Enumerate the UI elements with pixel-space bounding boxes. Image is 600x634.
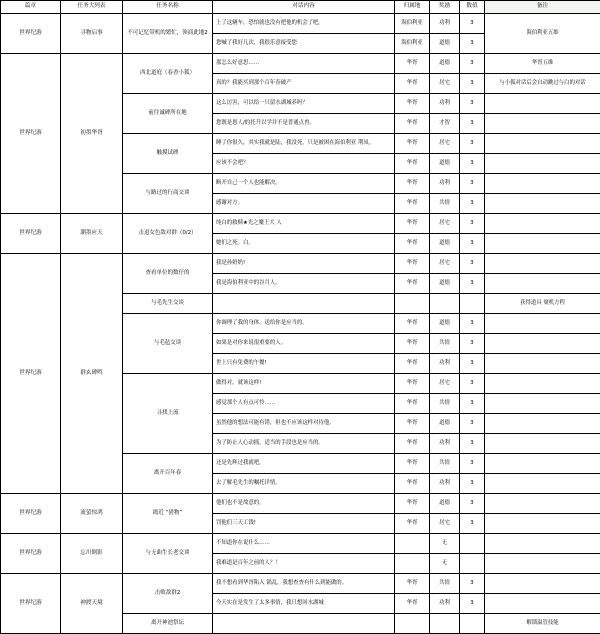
cell-value: 3 xyxy=(460,434,485,454)
cell-reward: 无 xyxy=(430,534,460,554)
table-row xyxy=(1,214,600,234)
cell-task: 寻找上流 xyxy=(123,374,213,454)
cell-dialog: 你调理了我的身体，送给你是应当的。 xyxy=(213,314,395,334)
cell-note xyxy=(485,114,600,134)
cell-value: 3 xyxy=(460,214,485,234)
cell-region: 华胥 xyxy=(395,134,430,154)
cell-task: 前往诚碑所在地 xyxy=(123,94,213,134)
cell-region: 华胥 xyxy=(395,234,430,254)
cell-task: 击退女色敌对群（0/2） xyxy=(123,214,213,254)
cell-note xyxy=(485,214,600,234)
cell-note xyxy=(485,354,600,374)
cell-reward: 才智 xyxy=(430,114,460,134)
cell-value: 3 xyxy=(460,574,485,594)
cell-task: 与毛先生交谈 xyxy=(123,294,213,314)
column-header-task: 任务名称 xyxy=(123,1,213,14)
cell-dialog: 那怎么好意思…… xyxy=(213,54,395,74)
cell-reward: 道德 xyxy=(430,154,460,174)
cell-value: 3 xyxy=(460,54,485,74)
cell-group: 神渡天境 xyxy=(61,574,123,634)
cell-region: 华胥 xyxy=(395,414,430,434)
cell-chapter: 世界纪游 xyxy=(1,494,61,534)
cell-region: 华胥 xyxy=(395,74,430,94)
cell-region: 华胥 xyxy=(395,254,430,274)
column-header-chapter: 篇章 xyxy=(1,1,61,14)
cell-chapter: 世界纪游 xyxy=(1,574,61,634)
cell-value: 3 xyxy=(460,194,485,214)
cell-note xyxy=(485,454,600,474)
cell-value: 3 xyxy=(460,494,485,514)
header-row xyxy=(1,1,600,14)
cell-reward: 共情 xyxy=(430,194,460,214)
cell-region: 华胥 xyxy=(395,494,430,514)
cell-value: 3 xyxy=(460,234,485,254)
column-header-region: 归属地 xyxy=(395,1,430,14)
cell-value: 3 xyxy=(460,594,485,614)
cell-reward: 共情 xyxy=(430,454,460,474)
cell-reward: 功利 xyxy=(430,474,460,494)
cell-region xyxy=(395,614,430,634)
cell-task: 触摸试碑 xyxy=(123,134,213,174)
cell-region: 华胥 xyxy=(395,214,430,234)
cell-region: 华胥 xyxy=(395,54,430,74)
cell-region: 华胥 xyxy=(395,174,430,194)
cell-dialog: 您既是恩人/的托升以学并不是普通点兽。 xyxy=(213,114,395,134)
cell-reward: 功利 xyxy=(430,594,460,614)
cell-reward: 道德 xyxy=(430,494,460,514)
cell-value: 3 xyxy=(460,114,485,134)
cell-region xyxy=(395,554,430,574)
cell-note: 获得道具 窠机方程 xyxy=(485,294,600,314)
cell-region: 华胥 xyxy=(395,394,430,414)
cell-value: 3 xyxy=(460,174,485,194)
cell-region: 海伯利亚 xyxy=(395,14,430,34)
cell-reward: 居宅 xyxy=(430,214,460,234)
cell-task: 西北道庭（春香小狐） xyxy=(123,54,213,94)
cell-region: 华胥 xyxy=(395,354,430,374)
table-row xyxy=(1,54,600,74)
cell-note xyxy=(485,594,600,614)
cell-reward: 功利 xyxy=(430,434,460,454)
cell-group: 寻物启事 xyxy=(61,14,123,54)
cell-note xyxy=(485,234,600,254)
cell-note xyxy=(485,474,600,494)
cell-region: 海伯利亚 xyxy=(395,34,430,54)
cell-note xyxy=(485,274,600,294)
cell-task: 与无曲生长老交谈 xyxy=(123,534,213,574)
cell-value: 3 xyxy=(460,254,485,274)
cell-value: 3 xyxy=(460,414,485,434)
cell-region: 华胥 xyxy=(395,374,430,394)
cell-reward: 道德 xyxy=(430,274,460,294)
cell-reward: 功利 xyxy=(430,354,460,374)
cell-note xyxy=(485,134,600,154)
cell-note xyxy=(485,174,600,194)
cell-note: 海伯利亚五维 xyxy=(485,14,600,54)
column-header-reward: 奖励 xyxy=(430,1,460,14)
table-row xyxy=(1,14,600,34)
cell-reward xyxy=(430,614,460,634)
cell-value: 3 xyxy=(460,134,485,154)
cell-dialog: 上了这辆车，恐怕就也没有把他的机会了吧。 xyxy=(213,14,395,34)
cell-reward: 共情 xyxy=(430,574,460,594)
cell-note xyxy=(485,94,600,114)
cell-dialog: 还是先辉过我就吧。 xyxy=(213,454,395,474)
cell-value xyxy=(460,534,485,554)
cell-reward: 道德 xyxy=(430,34,460,54)
cell-chapter: 世界纪游 xyxy=(1,54,61,214)
cell-group: 流萤惊鸿 xyxy=(61,494,123,534)
cell-value: 3 xyxy=(460,334,485,354)
cell-region: 华胥 xyxy=(395,334,430,354)
cell-task: 不可记忆带机的繁忙，领商此地2 xyxy=(123,14,213,54)
cell-dialog: 罚他们三天工钱! xyxy=(213,514,395,534)
cell-region: 华胥 xyxy=(395,434,430,454)
cell-note xyxy=(485,494,600,514)
cell-reward: 功利 xyxy=(430,14,460,34)
cell-value: 3 xyxy=(460,394,485,414)
cell-value: 3 xyxy=(460,274,485,294)
cell-dialog: 断开自己一个人也能解决。 xyxy=(213,174,395,194)
cell-value xyxy=(460,294,485,314)
cell-reward: 道德 xyxy=(430,54,460,74)
table-row xyxy=(1,254,600,274)
cell-task: 与路过的行商交谈 xyxy=(123,174,213,214)
column-header-value: 数值 xyxy=(460,1,485,14)
cell-reward: 居宅 xyxy=(430,254,460,274)
table-row xyxy=(1,494,600,514)
cell-value: 3 xyxy=(460,514,485,534)
cell-dialog: 为了防止人心动摇，适当的手段也是应当的。 xyxy=(213,434,395,454)
cell-dialog: 虽然他的想法可能有错，但也不应该这样对待他。 xyxy=(213,414,395,434)
cell-dialog: 感谢对方。 xyxy=(213,194,395,214)
column-header-note: 备注 xyxy=(485,1,600,14)
table-body xyxy=(1,14,600,634)
cell-note xyxy=(485,394,600,414)
cell-group: 忘川倒影 xyxy=(61,534,123,574)
cell-value: 3 xyxy=(460,94,485,114)
column-header-group: 任务大列表 xyxy=(61,1,123,14)
cell-chapter: 世界纪游 xyxy=(1,14,61,54)
cell-group: 潮墨应天 xyxy=(61,214,123,254)
cell-task: 捣近 “猎物” xyxy=(123,494,213,534)
cell-dialog: 纯白的救赎★光之魔王大 人 xyxy=(213,214,395,234)
cell-dialog: 您喊了我好几次，我很乐意接受您 xyxy=(213,34,395,54)
cell-reward xyxy=(430,294,460,314)
cell-region: 华胥 xyxy=(395,454,430,474)
cell-value xyxy=(460,554,485,574)
cell-dialog: 这么厉害，可以给一只留水湖城养吗？ xyxy=(213,94,395,114)
cell-dialog: 我难道是百年之前的人？！ xyxy=(213,554,395,574)
cell-dialog: 我是海伯利亚中的谷月人。 xyxy=(213,274,395,294)
cell-region xyxy=(395,294,430,314)
cell-reward: 居宅 xyxy=(430,134,460,154)
cell-dialog xyxy=(213,614,395,634)
cell-reward: 道德 xyxy=(430,414,460,434)
cell-region: 华胥 xyxy=(395,154,430,174)
cell-note xyxy=(485,554,600,574)
cell-region: 华胥 xyxy=(395,94,430,114)
cell-reward: 功利 xyxy=(430,94,460,114)
cell-dialog: 真的？我能买到那个百年春破产 xyxy=(213,74,395,94)
cell-note xyxy=(485,254,600,274)
table-header xyxy=(1,1,600,14)
cell-dialog: 如果是对你来说很重要的人。 xyxy=(213,334,395,354)
cell-reward: 共情 xyxy=(430,394,460,414)
cell-value: 3 xyxy=(460,154,485,174)
cell-dialog: 今天实在是发生了太多事情，我只想回水湖城 xyxy=(213,594,395,614)
cell-dialog: 感觉那个人有点可怜…… xyxy=(213,394,395,414)
cell-dialog: 我不想看到华胥陷入 锅乱，我想查查有什么到能做的。 xyxy=(213,574,395,594)
cell-task: 查看单位的数仔的 xyxy=(123,254,213,294)
cell-note xyxy=(485,414,600,434)
cell-note xyxy=(485,514,600,534)
cell-region: 华胥 xyxy=(395,594,430,614)
cell-group: 群玄碑鸣 xyxy=(61,254,123,494)
cell-note xyxy=(485,434,600,454)
cell-value: 3 xyxy=(460,34,485,54)
cell-task: 与毛毡交谈 xyxy=(123,314,213,374)
cell-reward: 道德 xyxy=(430,234,460,254)
cell-value: 3 xyxy=(460,354,485,374)
cell-value: 3 xyxy=(460,374,485,394)
cell-value: 3 xyxy=(460,454,485,474)
cell-dialog: 不知道你在说什么…… xyxy=(213,534,395,554)
table-row xyxy=(1,534,600,554)
cell-dialog: 应该不会吧？ xyxy=(213,154,395,174)
cell-dialog: 做得对，就该这样! xyxy=(213,374,395,394)
cell-dialog: 世上只有免费的午餐! xyxy=(213,354,395,374)
cell-dialog: 他们也不是故意的。 xyxy=(213,494,395,514)
cell-region: 华胥 xyxy=(395,114,430,134)
cell-task: 击败敌群2 xyxy=(123,574,213,614)
cell-region: 华胥 xyxy=(395,314,430,334)
table-row xyxy=(1,574,600,594)
cell-note xyxy=(485,534,600,554)
column-header-dialog: 对话内容 xyxy=(213,1,395,14)
cell-region: 华胥 xyxy=(395,474,430,494)
cell-task: 离开神池祭坛 xyxy=(123,614,213,634)
cell-note xyxy=(485,154,600,174)
cell-region: 华胥 xyxy=(395,514,430,534)
cell-reward: 居宅 xyxy=(430,74,460,94)
cell-reward: 功利 xyxy=(430,174,460,194)
cell-chapter: 世界纪游 xyxy=(1,214,61,254)
cell-note xyxy=(485,194,600,214)
cell-note xyxy=(485,334,600,354)
cell-task: 离开百年春 xyxy=(123,454,213,494)
cell-value: 3 xyxy=(460,74,485,94)
cell-dialog: 她们之死。白。 xyxy=(213,234,395,254)
cell-chapter: 世界纪游 xyxy=(1,254,61,494)
cell-note: 解锁温管技能 xyxy=(485,614,600,634)
cell-note: 华胥五维 xyxy=(485,54,600,74)
cell-note: 与小狐对话后会自动跳过与白的对话 xyxy=(485,74,600,94)
cell-dialog: 睡了你很久，其实我就是陆，我没死，只是被困在海伯利亚 荆凤。 xyxy=(213,134,395,154)
cell-note xyxy=(485,574,600,594)
cell-group: 初墨华胥 xyxy=(61,54,123,214)
cell-reward: 居宅 xyxy=(430,374,460,394)
cell-region: 华胥 xyxy=(395,194,430,214)
cell-dialog xyxy=(213,294,395,314)
cell-chapter: 世界纪游 xyxy=(1,534,61,574)
cell-reward: 居宅 xyxy=(430,514,460,534)
cell-value: 3 xyxy=(460,14,485,34)
cell-dialog: 去了解毛先生的嘱托详情。 xyxy=(213,474,395,494)
cell-reward: 无 xyxy=(430,554,460,574)
cell-reward: 共情 xyxy=(430,334,460,354)
cell-reward: 道德 xyxy=(430,314,460,334)
cell-dialog: 我是孙奶奶! xyxy=(213,254,395,274)
cell-region: 华胥 xyxy=(395,274,430,294)
cell-value: 3 xyxy=(460,474,485,494)
cell-note xyxy=(485,314,600,334)
cell-value xyxy=(460,614,485,634)
cell-region xyxy=(395,534,430,554)
cell-value: 3 xyxy=(460,314,485,334)
cell-region: 华胥 xyxy=(395,574,430,594)
cell-note xyxy=(485,374,600,394)
